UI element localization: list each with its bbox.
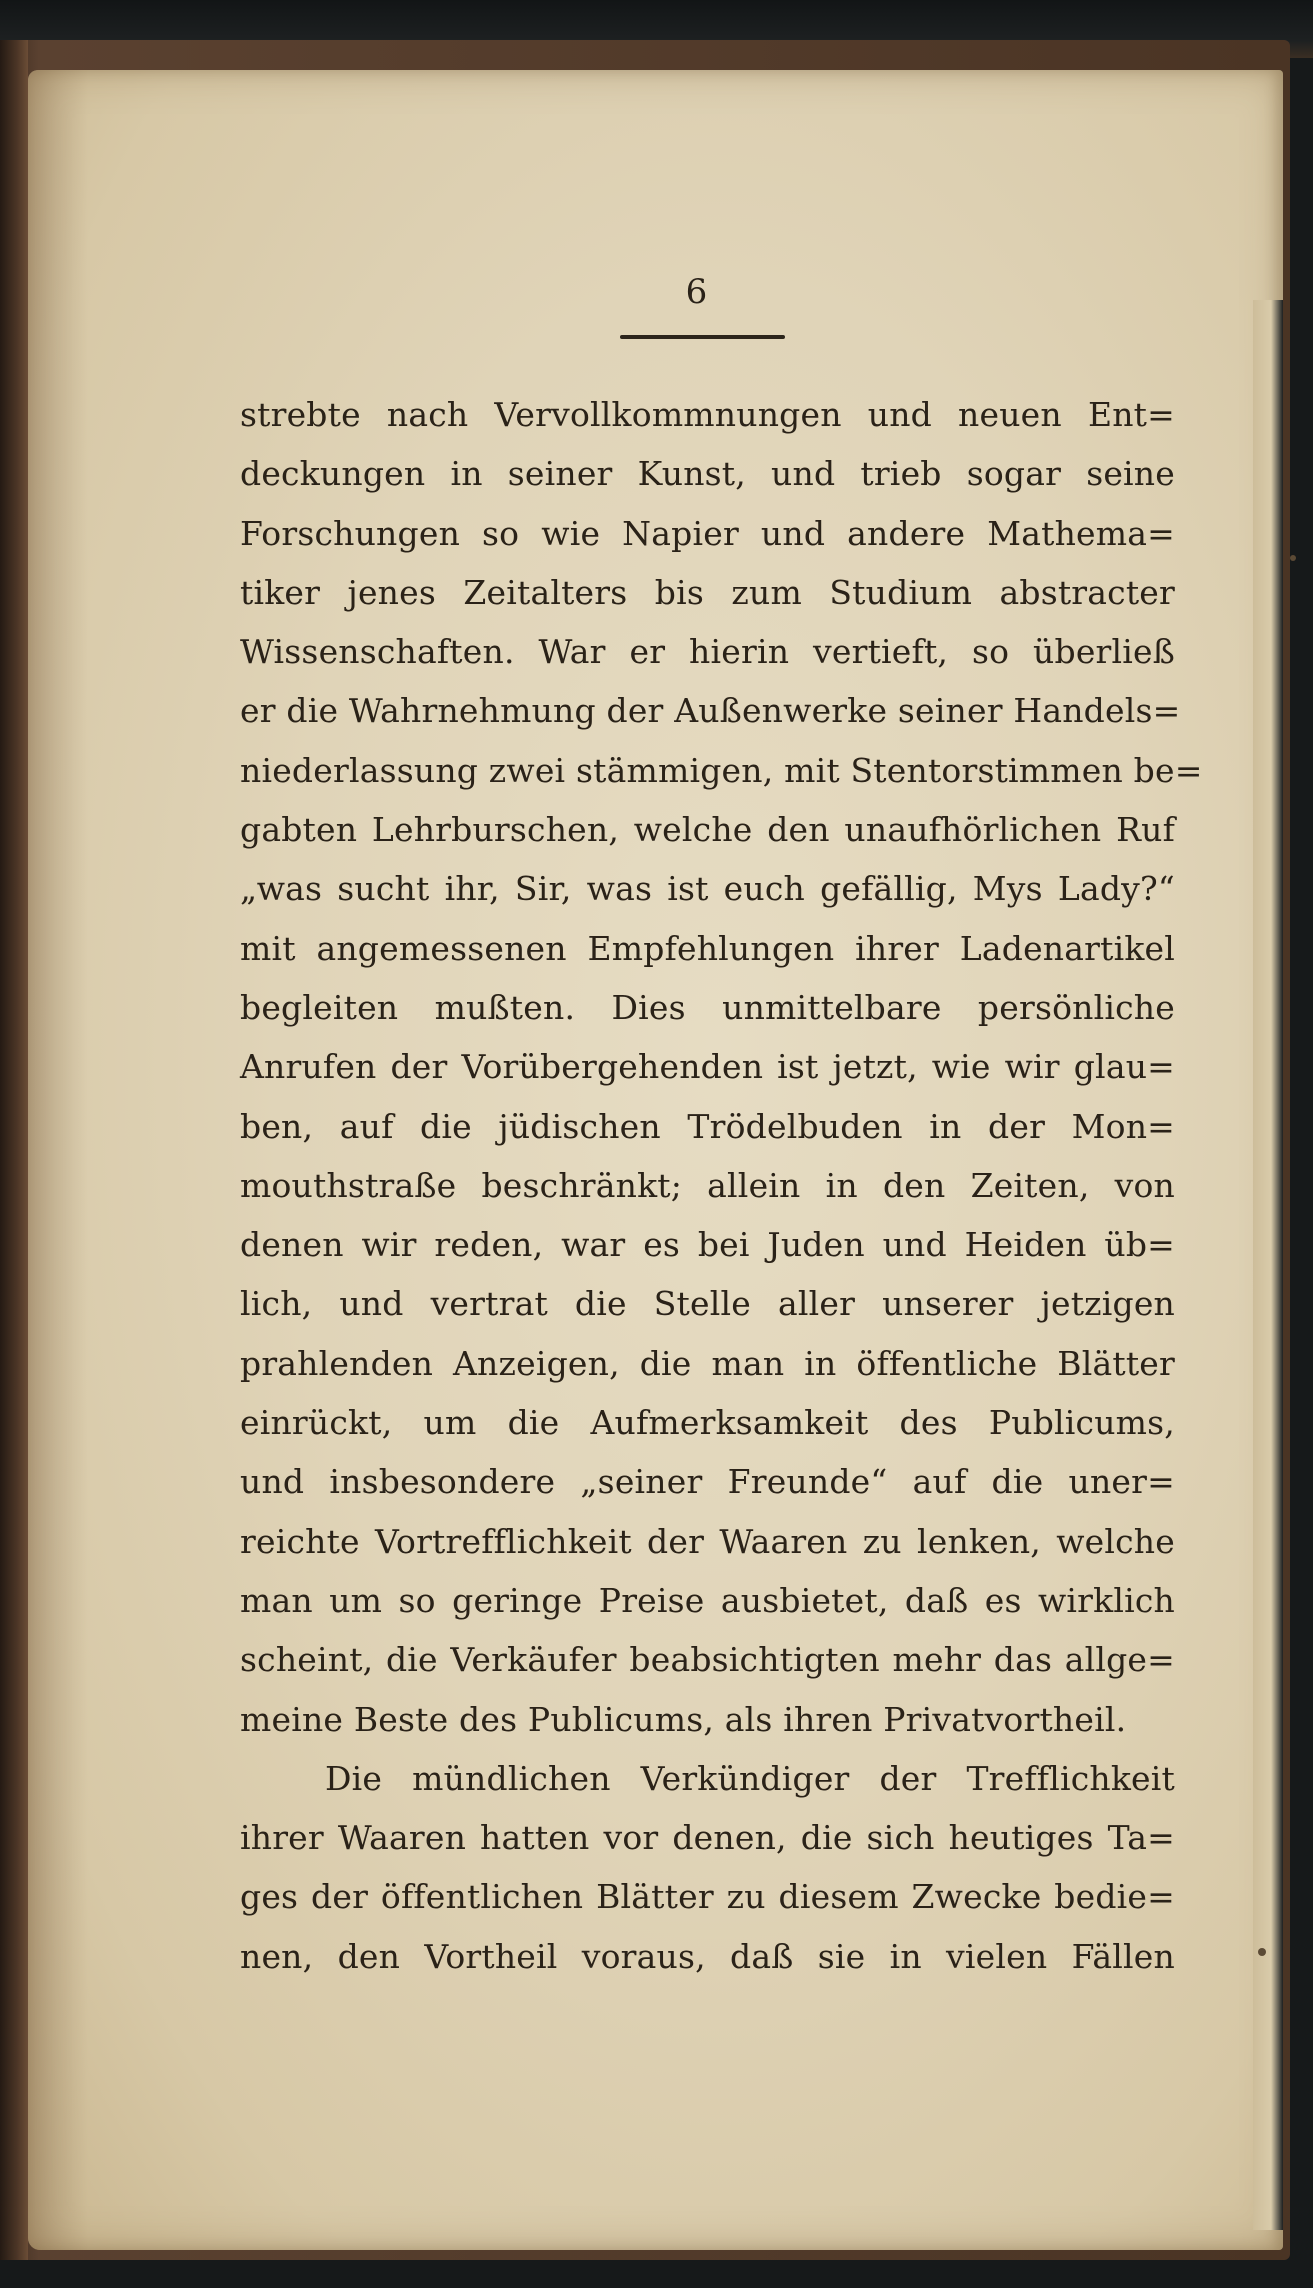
text-line: Anrufen der Vorübergehenden ist jetzt, wie wir glau= <box>240 1047 1175 1087</box>
text-line: denen wir reden, war es bei Juden und Heiden üb= <box>240 1225 1175 1265</box>
text-line: begleiten mußten. Dies unmittelbare persönliche <box>240 987 1175 1027</box>
text-line: Wissenschaften. War er hierin vertieft, so überließ <box>240 632 1175 672</box>
text-line: ben, auf die jüdischen Trödelbuden in der Mon= <box>240 1106 1175 1146</box>
gutter-shadow <box>28 70 88 2250</box>
paragraph-start-line: Die mündlichen Verkündiger der Trefflichkeit <box>325 1758 1175 1798</box>
text-line: er die Wahrnehmung der Außenwerke seiner Handels= <box>240 691 1181 731</box>
text-line: prahlenden Anzeigen, die man in öffentliche Blätter <box>240 1343 1175 1383</box>
text-line: einrückt, um die Aufmerksamkeit des Publicums, <box>240 1403 1175 1443</box>
text-line: gabten Lehrburschen, welche den unaufhörlichen Ruf <box>240 810 1175 850</box>
page-number: 6 <box>685 272 708 312</box>
text-line: Forschungen so wie Napier und andere Mathema= <box>240 513 1175 553</box>
text-line: und insbesondere „seiner Freunde“ auf die uner= <box>240 1462 1175 1502</box>
text-line: tiker jenes Zeitalters bis zum Studium abstracter <box>240 572 1175 612</box>
text-line: mouthstraße beschränkt; allein in den Zeiten, von <box>240 1165 1175 1205</box>
text-line: „was sucht ihr, Sir, was ist euch gefällig, Mys Lady?“ <box>240 869 1175 909</box>
paper-speck <box>1258 1948 1266 1956</box>
text-line: meine Beste des Publicums, als ihren Privatvortheil. <box>240 1699 1127 1739</box>
body-text <box>240 385 1203 1986</box>
text-line: ihrer Waaren hatten vor denen, die sich heutiges Ta= <box>240 1818 1175 1858</box>
text-line: lich, und vertrat die Stelle aller unserer jetzigen <box>240 1284 1175 1324</box>
text-line: scheint, die Verkäufer beabsichtigten mehr das allge= <box>240 1640 1175 1680</box>
text-line: reichte Vortrefflichkeit der Waaren zu lenken, welche <box>240 1521 1175 1561</box>
page-fore-edge <box>1253 300 1283 2230</box>
text-line: nen, den Vortheil voraus, daß sie in vielen Fällen <box>240 1936 1175 1976</box>
paper-speck <box>1290 555 1296 561</box>
text-line: man um so geringe Preise ausbietet, daß es wirklich <box>240 1580 1175 1620</box>
leather-binding-strip <box>0 40 28 2260</box>
text-line: strebte nach Vervollkommnungen und neuen Ent= <box>240 395 1175 434</box>
text-line: deckungen in seiner Kunst, und trieb sogar seine <box>240 454 1175 494</box>
header-rule <box>620 335 785 339</box>
text-line: niederlassung zwei stämmigen, mit Stentorstimmen be= <box>240 750 1203 790</box>
text-line: mit angemessenen Empfehlungen ihrer Ladenartikel <box>240 928 1175 968</box>
text-line: ges der öffentlichen Blätter zu diesem Zwecke bedie= <box>240 1877 1175 1917</box>
